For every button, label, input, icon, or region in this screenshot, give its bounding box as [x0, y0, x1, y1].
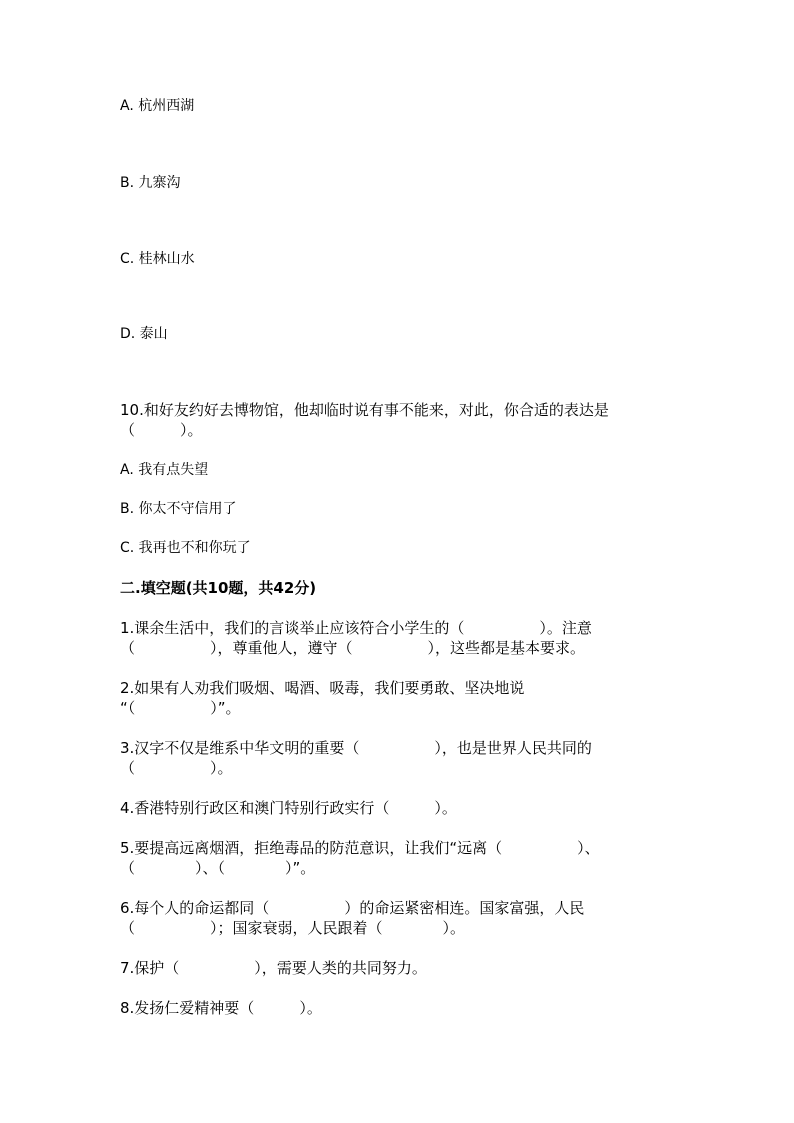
fill-item-6-line1: 6.每个人的命运都同（ ）的命运紧密相连。国家富强，人民 [120, 899, 585, 917]
fill-item-7-line1: 7.保护（ ），需要人类的共同努力。 [120, 959, 427, 977]
fill-item-6-line2: （ ）；国家衰弱，人民跟着（ ）。 [120, 919, 466, 937]
q10-option-c: C. 我再也不和你玩了 [120, 540, 251, 556]
fill-item-1-line1: 1.课余生活中，我们的言谈举止应该符合小学生的（ ）。注意 [120, 619, 592, 637]
option-b: B. 九寨沟 [120, 175, 181, 191]
fill-item-4-line1: 4.香港特别行政区和澳门特别行政实行（ ）。 [120, 799, 457, 817]
option-a: A. 杭州西湖 [120, 98, 195, 114]
fill-item-3-line2: （ ）。 [120, 759, 233, 777]
option-c: C. 桂林山水 [120, 251, 195, 267]
fill-item-1-line2: （ ），尊重他人，遵守（ ），这些都是基本要求。 [120, 639, 586, 657]
q10-stem-line2: （ ）。 [120, 421, 203, 439]
q10-option-b: B. 你太不守信用了 [120, 501, 237, 517]
fill-item-8-line1: 8.发扬仁爱精神要（ ）。 [120, 999, 322, 1017]
section-title: 二.填空题(共10题，共42分) [120, 579, 317, 597]
fill-item-5-line2: （ ）、（ ）”。 [120, 859, 316, 877]
fill-item-2-line2: “（ ）”。 [120, 699, 241, 717]
fill-item-5-line1: 5.要提高远离烟酒，拒绝毒品的防范意识，让我们“远离（ ）、 [120, 839, 600, 857]
q10-option-a: A. 我有点失望 [120, 462, 209, 478]
fill-item-2-line1: 2.如果有人劝我们吸烟、喝酒、吸毒，我们要勇敢、坚决地说 [120, 679, 525, 697]
fill-item-3-line1: 3.汉字不仅是维系中华文明的重要（ ），也是世界人民共同的 [120, 739, 592, 757]
q10-stem-line1: 10.和好友约好去博物馆，他却临时说有事不能来，对此，你合适的表达是 [120, 401, 609, 419]
option-d: D. 泰山 [120, 326, 168, 342]
